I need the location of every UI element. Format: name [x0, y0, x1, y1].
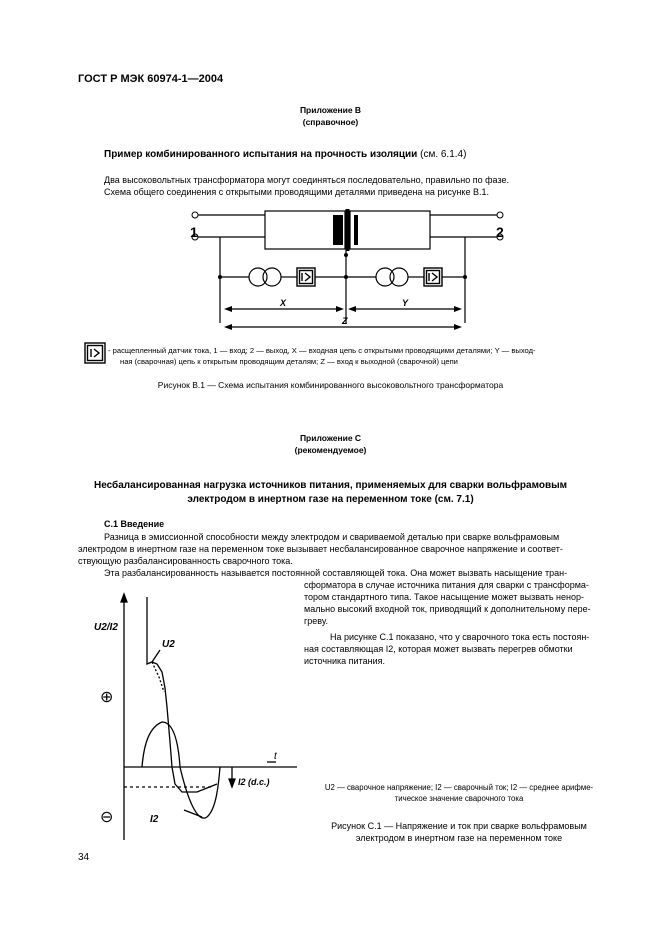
- right-line-1: сформатора в случае источника питания для сварки с трансформа-: [304, 580, 589, 590]
- para1-line2: электродом в инертном газе на переменном токе вызывает несбалансированное сварочное напряжение и соответ-: [78, 544, 563, 554]
- graph-t-label: t: [274, 751, 277, 762]
- figure-c1-caption-line1: Рисунок С.1 — Напряжение и ток при сварке вольфрамовым: [331, 821, 587, 831]
- figure-c1-legend-line2: тическое значение сварочного тока: [394, 794, 524, 803]
- graph-axis-label: U2/I2: [94, 622, 118, 633]
- para1-line3: ствующую разбалансированность сварочного тока.: [78, 556, 293, 566]
- figure-c1-legend: [304, 782, 614, 804]
- appendix-b-p1: Два высоковольтных трансформатора могут соединяться последовательно, правильно по фазе.: [104, 175, 509, 185]
- section-c1-para1: [78, 531, 608, 579]
- appendix-c-heading-line1: Несбалансированная нагрузка источников питания, применяемых для сварки вольфрамовым: [93, 480, 568, 491]
- section-c1-right-text: [304, 579, 604, 667]
- appendix-c-heading-line2: электродом в инертном газе на переменном токе (см. 7.1): [187, 494, 474, 505]
- document-header: ГОСТ Р МЭК 60974-1—2004: [78, 73, 224, 85]
- appendix-b-heading-bold: Пример комбинированного испытания на прочность изоляции: [104, 149, 418, 160]
- appendix-b-heading: [104, 149, 466, 160]
- figure-b1-legend-line1: - расщепленный датчик тока, 1 — вход; 2 — выход, X — входная цепь с открытыми проводящими деталями; Y — выход-: [108, 346, 536, 355]
- para2-line1: Эта разбалансированность называется постоянной составляющей тока. Она может вызвать насыщение тран-: [104, 568, 568, 578]
- graph-plus-sign: ⊕: [100, 689, 114, 706]
- appendix-b-subtitle: (справочное): [302, 117, 359, 127]
- right-line-3: мально высокий входной ток, приводящий к дополнительному пере-: [304, 604, 591, 614]
- appendix-b-title: Приложение В: [299, 105, 362, 115]
- graph-i2-avg-label: I2 (d.c.): [238, 777, 270, 787]
- appendix-b-heading-ref: (см. 6.1.4): [420, 149, 467, 160]
- figure-b1-caption: Рисунок В.1 — Схема испытания комбинированного высоковольтного трансформатора: [157, 380, 504, 390]
- figure-b1-diagram: [180, 205, 520, 340]
- para3-line1: На рисунке С.1 показано, что у сварочного тока есть постоян-: [330, 632, 590, 642]
- para3-line2: ная составляющая I2, которая может вызвать перегрев обмотки: [304, 644, 573, 654]
- page-number: 34: [78, 852, 90, 863]
- dimension-x-label: X: [280, 298, 287, 308]
- appendix-c-title: Приложение С: [299, 433, 362, 443]
- figure-c1-legend-line1: U2 — сварочное напряжение; I2 — сварочный ток; I2 — среднее арифме-: [324, 783, 594, 792]
- figure-b1-legend-line2: ная (сварочная) цепь к открытым проводящим деталям; Z — вход к выходной (сварочной) цепи: [120, 357, 458, 366]
- figure-b1-legend: [108, 345, 608, 367]
- graph-u2-label: U2: [162, 639, 175, 650]
- para3-line3: источника питания.: [304, 656, 385, 666]
- appendix-c-subtitle: (рекомендуемое): [294, 445, 367, 455]
- appendix-c-heading: [0, 479, 661, 507]
- figure-c1-caption: [304, 820, 614, 844]
- figure-c1-graph: [92, 592, 302, 842]
- figure-c1-caption-line2: электродом в инертном газе на переменном токе: [355, 833, 563, 843]
- section-c1-title: С.1 Введение: [104, 519, 165, 529]
- para1-line1: Разница в эмиссионной способности между электродом и свариваемой деталью при сварке вольфрамовым: [104, 532, 560, 542]
- right-line-2: тором стандартного типа. Такое насыщение может вызвать ненор-: [304, 592, 584, 602]
- dimension-z-label: Z: [342, 316, 348, 326]
- terminal-left-label: 1: [190, 224, 198, 240]
- graph-minus-sign: ⊖: [100, 809, 114, 826]
- graph-i2-label: I2: [150, 814, 159, 825]
- dimension-y-label: Y: [402, 298, 409, 308]
- right-line-4: греву.: [304, 616, 328, 626]
- current-sensor-icon: [84, 342, 106, 364]
- appendix-b-p2: Схема общего соединения с открытыми проводящими деталями приведена на рисунке В.1.: [104, 187, 489, 197]
- terminal-right-label: 2: [496, 224, 504, 240]
